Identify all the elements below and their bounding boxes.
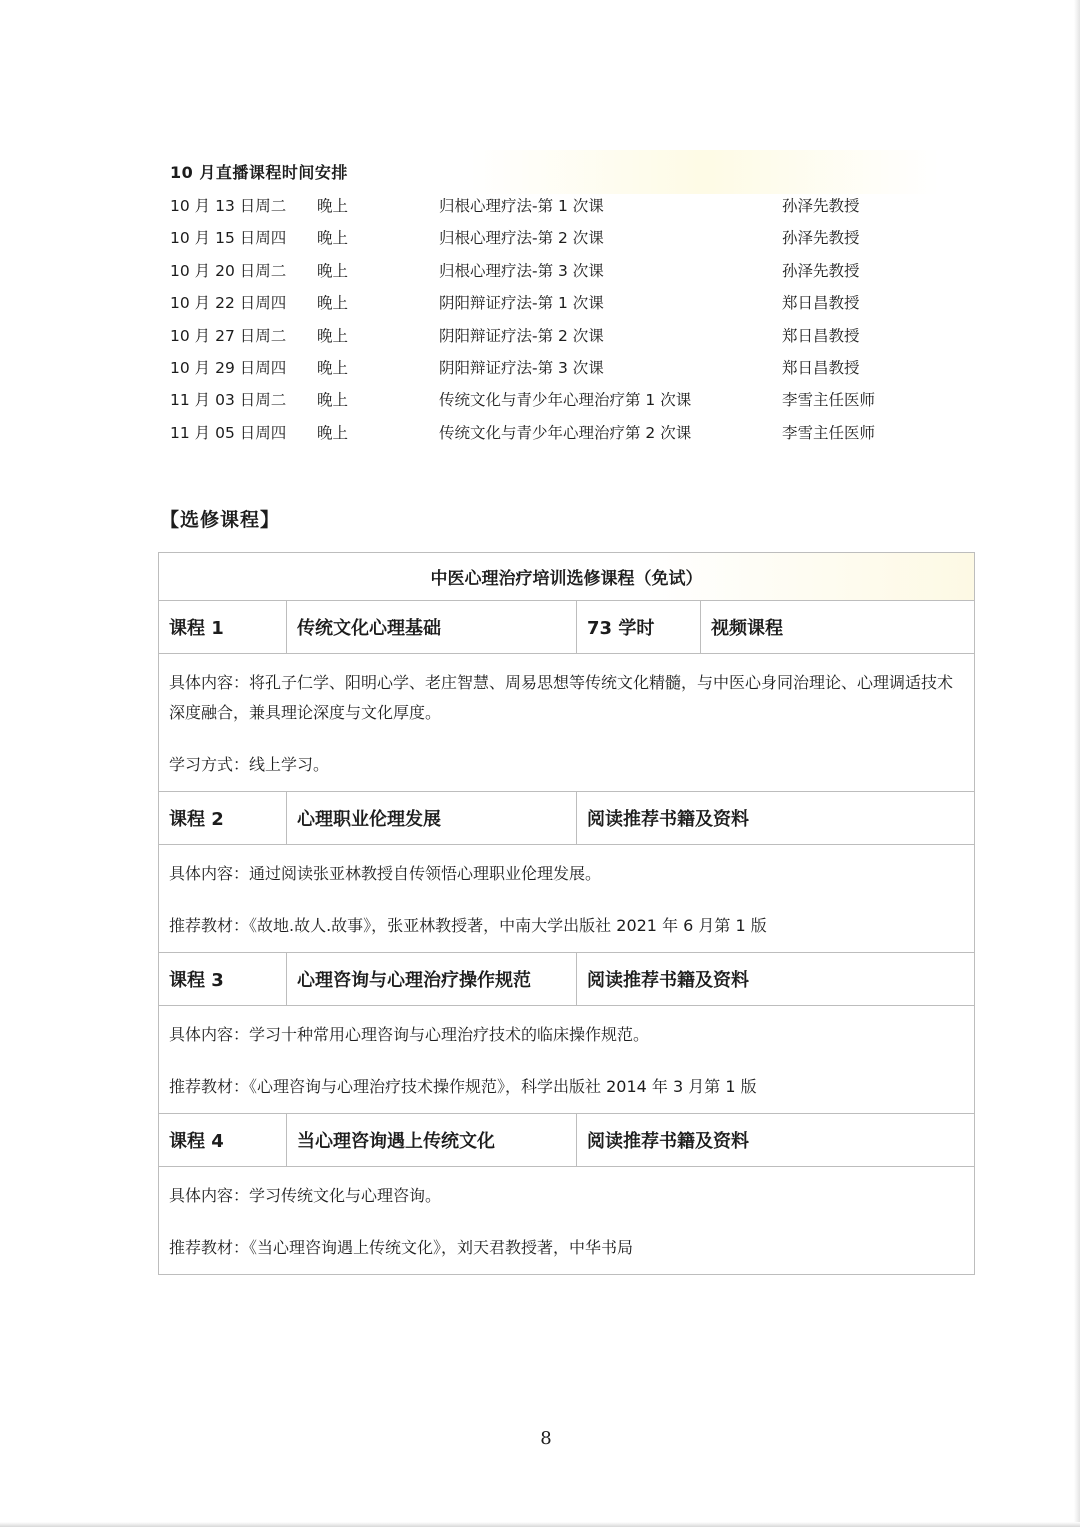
course-body	[159, 654, 974, 792]
page-bottom-shadow	[0, 1522, 1080, 1527]
course-content: 具体内容：学习传统文化与心理咨询。	[169, 1186, 442, 1205]
table-title: 中医心理治疗培训选修课程（免试）	[159, 553, 974, 601]
schedule-time: 晚上	[317, 197, 349, 215]
schedule-date: 10 月 29 日周四	[170, 358, 287, 377]
course-extra: 推荐教材：《故地.故人.故事》，张亚林教授著，中南大学出版社 2021 年 6 月第 1 版	[169, 916, 767, 935]
course-type: 视频课程	[711, 618, 783, 639]
course-type: 阅读推荐书籍及资料	[587, 1131, 749, 1152]
schedule-teacher: 李雪主任医师	[782, 391, 876, 410]
schedule-time: 晚上	[317, 294, 349, 313]
schedule-course: 归根心理疗法-第 3 次课	[439, 261, 604, 280]
course-name: 心理职业伦理发展	[287, 792, 577, 844]
schedule-course: 阴阳辩证疗法-第 1 次课	[439, 294, 604, 313]
schedule-course: 阴阳辩证疗法-第 2 次课	[439, 326, 604, 345]
schedule-course: 阴阳辩证疗法-第 3 次课	[439, 358, 604, 377]
page-edge-shadow	[1074, 0, 1080, 1527]
schedule-time: 晚上	[317, 229, 349, 248]
scan-highlight	[470, 150, 940, 194]
schedule-date: 10 月 27 日周二	[170, 326, 287, 345]
schedule-time: 晚上	[317, 391, 349, 410]
course-content: 具体内容：学习十种常用心理咨询与心理治疗技术的临床操作规范。	[169, 1025, 650, 1044]
schedule-time: 晚上	[317, 326, 349, 345]
course-type: 阅读推荐书籍及资料	[587, 970, 749, 991]
course-label: 课程 3	[159, 953, 287, 1005]
schedule-teacher: 孙泽先教授	[782, 261, 860, 280]
schedule-date: 11 月 05 日周四	[170, 423, 287, 442]
schedule-course: 传统文化与青少年心理治疗第 1 次课	[439, 391, 692, 410]
schedule-date: 10 月 20 日周二	[170, 261, 287, 280]
course-extra: 学习方式：线上学习。	[169, 755, 330, 774]
course-extra: 推荐教材：《心理咨询与心理治疗技术操作规范》，科学出版社 2014 年 3 月第 1 版	[169, 1077, 757, 1096]
schedule-time: 晚上	[317, 261, 349, 280]
course-body	[159, 845, 974, 953]
schedule-date: 11 月 03 日周二	[170, 391, 287, 410]
schedule-course: 传统文化与青少年心理治疗第 2 次课	[439, 423, 692, 442]
course-header-row	[159, 953, 974, 1006]
schedule-teacher: 郑日昌教授	[782, 326, 860, 345]
schedule-date: 10 月 22 日周四	[170, 294, 287, 313]
schedule-teacher: 李雪主任医师	[782, 423, 876, 442]
course-header-row	[159, 601, 974, 654]
schedule-teacher: 孙泽先教授	[782, 197, 860, 215]
course-name: 当心理咨询遇上传统文化	[287, 1114, 577, 1166]
course-name: 心理咨询与心理治疗操作规范	[287, 953, 577, 1005]
course-extra: 推荐教材：《当心理咨询遇上传统文化》，刘天君教授著，中华书局	[169, 1238, 634, 1257]
elective-heading: 【选修课程】	[160, 509, 281, 531]
course-content: 具体内容：将孔子仁学、阳明心学、老庄智慧、周易思想等传统文化精髓，与中医心身同治理论、心理调适技术深度融合，兼具理论深度与文化厚度。	[169, 673, 954, 722]
course-label: 课程 4	[159, 1114, 287, 1166]
schedule-time: 晚上	[317, 358, 349, 377]
schedule-teacher: 孙泽先教授	[782, 229, 860, 248]
course-body	[159, 1167, 974, 1274]
schedule-course: 归根心理疗法-第 2 次课	[439, 229, 604, 248]
page-number: 8	[540, 1428, 552, 1449]
course-label: 课程 2	[159, 792, 287, 844]
course-body	[159, 1006, 974, 1114]
schedule-course: 归根心理疗法-第 1 次课	[439, 197, 604, 215]
schedule-date: 10 月 13 日周二	[170, 197, 287, 215]
course-hours: 73 学时	[577, 601, 701, 653]
course-type: 阅读推荐书籍及资料	[587, 809, 749, 830]
course-header-row	[159, 792, 974, 845]
schedule-time: 晚上	[317, 423, 349, 442]
course-header-row	[159, 1114, 974, 1167]
schedule-teacher: 郑日昌教授	[782, 358, 860, 377]
schedule-title: 10 月直播课程时间安排	[170, 163, 348, 182]
course-content: 具体内容：通过阅读张亚林教授自传领悟心理职业伦理发展。	[169, 864, 602, 883]
schedule-date: 10 月 15 日周四	[170, 229, 287, 248]
schedule-teacher: 郑日昌教授	[782, 294, 860, 313]
elective-table	[158, 552, 975, 1275]
course-name: 传统文化心理基础	[287, 601, 577, 653]
course-label: 课程 1	[159, 601, 287, 653]
